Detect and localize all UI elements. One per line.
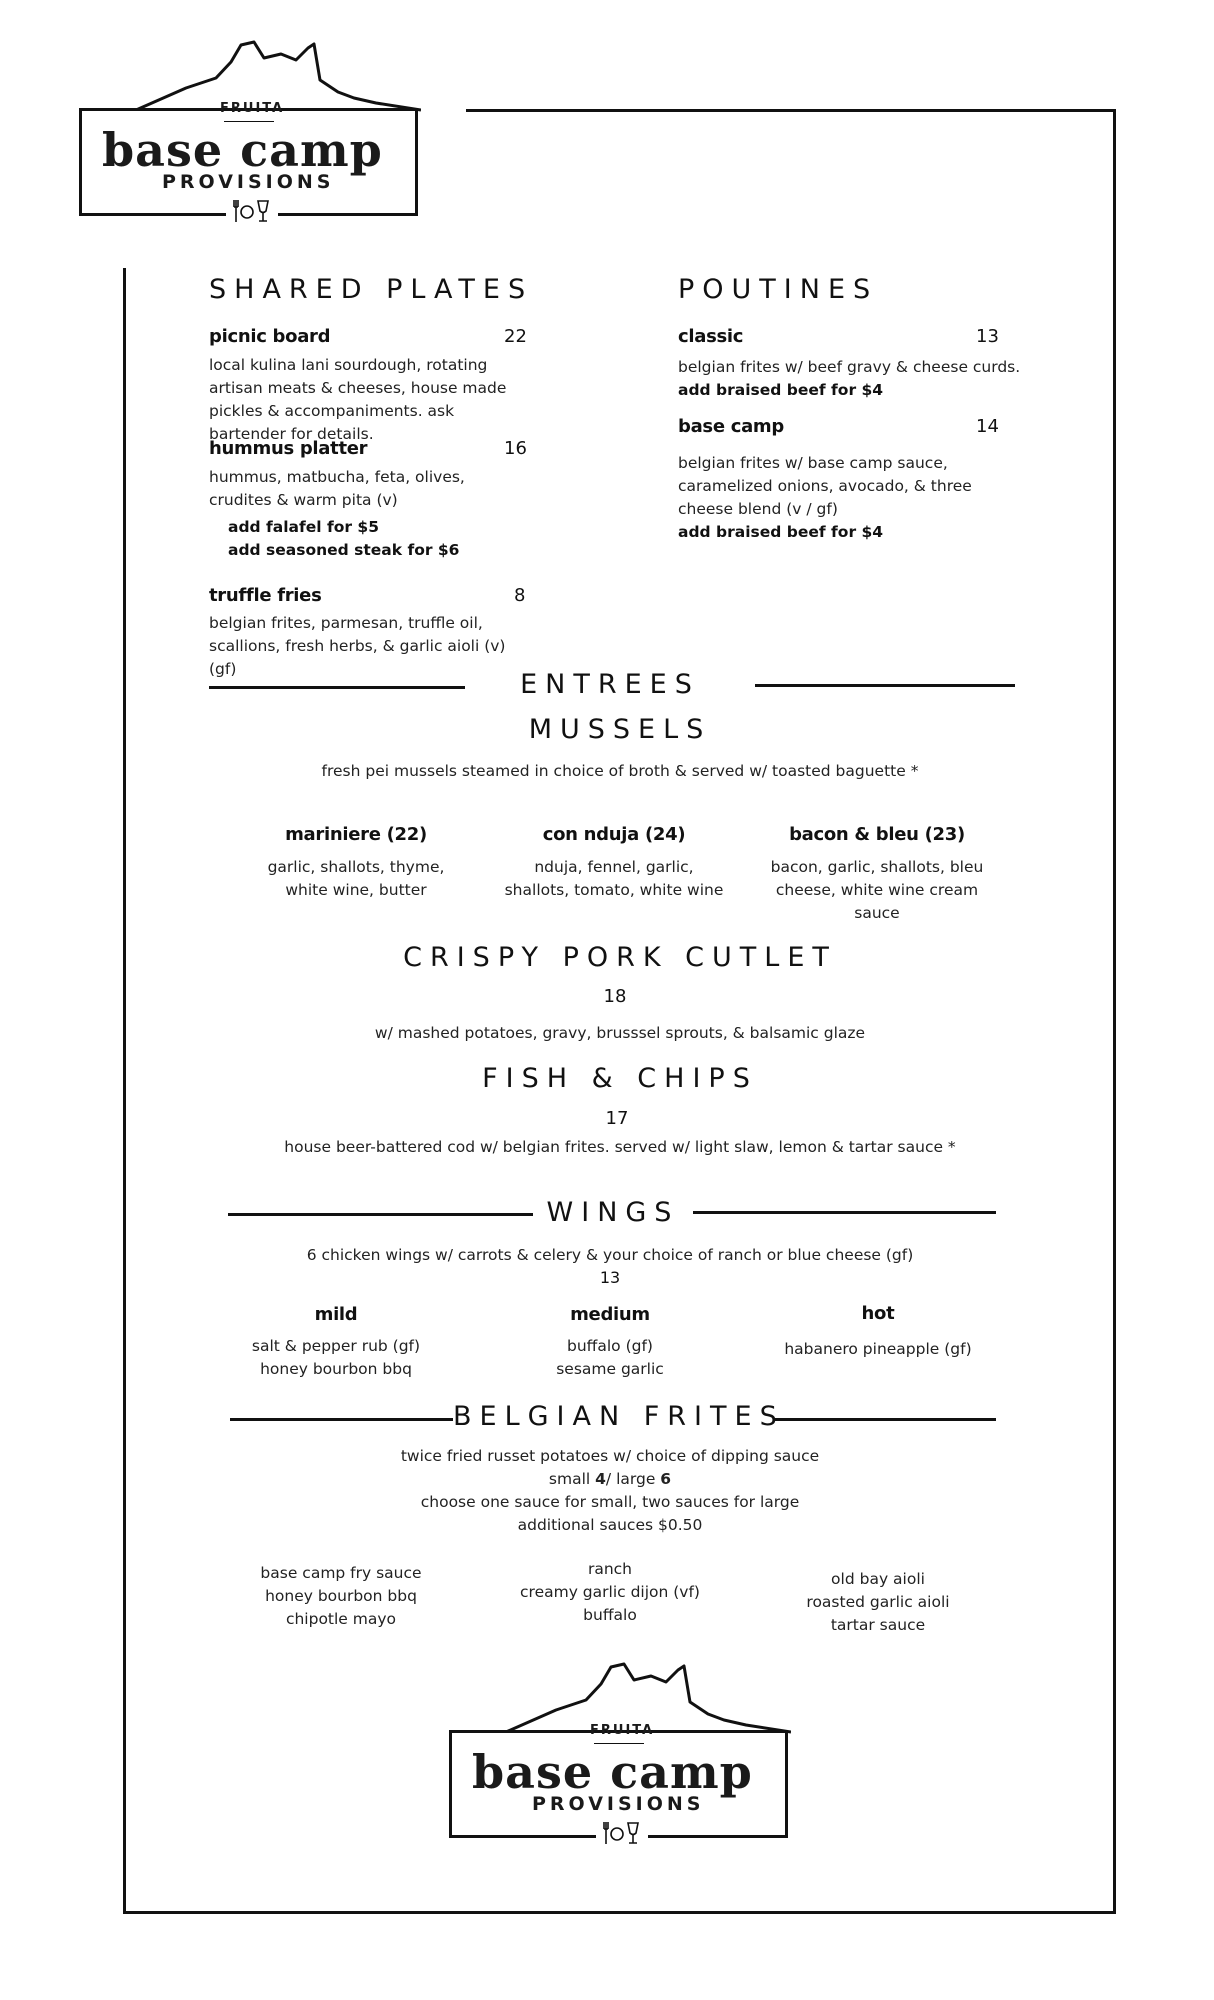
frites-sauce-col-3 [758,1568,998,1637]
mussels-desc: fresh pei mussels steamed in choice of broth & served w/ toasted baguette * [321,762,919,780]
entrees-rule-right [755,684,1015,687]
base-camp-poutine-desc: belgian frites w/ base camp sauce, caramelized onions, avocado, & three cheese blend (v / gf) [678,454,972,518]
picnic-board-price: 22 [504,326,527,347]
sauce-item: roasted garlic aioli [806,1593,950,1611]
truffle-fries-name: truffle fries [209,585,322,606]
sauce-item: creamy garlic dijon (vf) [520,1583,700,1601]
fish-chips-price: 17 [605,1108,629,1129]
wings-rule-right [693,1211,996,1214]
base-camp-poutine-name: base camp [678,416,784,437]
frame-top-border [466,109,1116,112]
logo-subtitle: PROVISIONS [532,1793,705,1815]
wings-medium-flavor-2: sesame garlic [556,1360,664,1378]
base-camp-poutine-addon: add braised beef for $4 [678,523,884,541]
wings-rule-left [228,1213,533,1216]
mussels-con-nduja-desc: nduja, fennel, garlic, shallots, tomato, white wine [504,858,724,899]
frites-line-1: twice fried russet potatoes w/ choice of dipping sauce [400,1447,820,1465]
fish-chips-title: FISH & CHIPS [482,1063,758,1094]
frites-rule-right [773,1418,996,1421]
mussels-mariniere-desc: garlic, shallots, thyme, white wine, butter [267,858,445,899]
frites-sauce-col-1 [221,1562,461,1631]
mussels-con-nduja-name: con nduja (24) [542,824,686,845]
wings-desc: 6 chicken wings w/ carrots & celery & your choice of ranch or blue cheese (gf) [306,1246,914,1264]
logo-fork-hop-glass-icon [596,1820,648,1850]
mussels-bacon-bleu-desc: bacon, garlic, shallots, bleu cheese, white wine cream sauce [770,858,984,922]
logo-underline [594,1743,644,1744]
classic-poutine-price: 13 [976,326,999,347]
hummus-platter-desc: hummus, matbucha, feta, olives, crudites & warm pita (v) [209,468,465,509]
frites-line-3: choose one sauce for small, two sauces for large [420,1493,800,1511]
wings-price: 13 [599,1268,621,1287]
pork-cutlet-title: CRISPY PORK CUTLET [403,942,837,973]
frites-rule-left [230,1418,453,1421]
frame-left-border [123,268,126,1914]
sauce-item: buffalo [583,1606,637,1624]
fish-chips-desc: house beer-battered cod w/ belgian frites. served w/ light slaw, lemon & tartar sauce * [284,1138,956,1156]
picnic-board-name: picnic board [209,326,331,347]
logo-underline [224,121,274,122]
frame-right-border [1113,109,1116,1914]
hummus-addon-falafel: add falafel for $5 [228,518,379,536]
sauce-item: tartar sauce [830,1616,926,1634]
frites-sizes [440,1468,780,1491]
poutines-title: POUTINES [678,274,879,305]
frites-line-4: additional sauces $0.50 [517,1516,703,1534]
sauce-item: base camp fry sauce [260,1564,422,1582]
frites-small-label: small [548,1470,596,1488]
pork-cutlet-price: 18 [603,986,627,1007]
mussels-mariniere-name: mariniere (22) [285,824,427,845]
classic-poutine-desc: belgian frites w/ beef gravy & cheese curds. [678,358,1021,376]
sauce-item: ranch [587,1560,633,1578]
wings-hot-name: hot [861,1303,895,1324]
logo-town: FRUITA [220,101,285,116]
wings-mild-flavor-1: salt & pepper rub (gf) [251,1337,421,1355]
frites-sauce-col-2 [490,1558,730,1627]
shared-plates-title: SHARED PLATES [209,274,534,305]
frites-title: BELGIAN FRITES [453,1401,785,1432]
classic-poutine-name: classic [678,326,744,347]
truffle-fries-desc: belgian frites, parmesan, truffle oil, scallions, fresh herbs, & garlic aioli (v) (gf) [209,614,506,678]
logo-subtitle: PROVISIONS [162,171,335,193]
frites-large-label: / large [605,1470,661,1488]
logo-name: base camp [102,123,383,177]
logo-name: base camp [472,1745,753,1799]
header-logo [76,40,421,230]
frites-large-price: 6 [660,1470,672,1488]
wings-medium-name: medium [570,1304,650,1325]
logo-fork-hop-glass-icon [226,198,278,228]
classic-poutine-addon: add braised beef for $4 [678,381,884,399]
mussels-bacon-bleu-name: bacon & bleu (23) [789,824,965,845]
wings-medium-flavor-1: buffalo (gf) [567,1337,653,1355]
base-camp-poutine-price: 14 [976,416,999,437]
sauce-item: old bay aioli [831,1570,925,1588]
entrees-rule-left [209,686,465,689]
hummus-platter-price: 16 [504,438,527,459]
wings-mild-flavor-2: honey bourbon bbq [260,1360,412,1378]
wings-title: WINGS [546,1197,680,1228]
sauce-item: honey bourbon bbq [265,1587,417,1605]
mussels-title: MUSSELS [528,714,712,745]
hummus-platter-name: hummus platter [209,438,368,459]
wings-mild-name: mild [314,1304,358,1325]
logo-town: FRUITA [590,1723,655,1738]
picnic-board-desc: local kulina lani sourdough, rotating artisan meats & cheeses, house made pickles & accompaniments. ask bartender for details. [209,356,507,443]
wings-hot-flavor-1: habanero pineapple (gf) [784,1340,972,1358]
frites-small-price: 4 [595,1470,606,1488]
footer-logo [446,1662,791,1852]
hummus-addon-steak: add seasoned steak for $6 [228,541,460,559]
truffle-fries-price: 8 [514,585,526,606]
entrees-title: ENTREES [520,669,700,700]
sauce-item: chipotle mayo [285,1610,397,1628]
pork-cutlet-desc: w/ mashed potatoes, gravy, brusssel sprouts, & balsamic glaze [374,1024,866,1042]
frame-bottom-border [123,1911,1116,1914]
